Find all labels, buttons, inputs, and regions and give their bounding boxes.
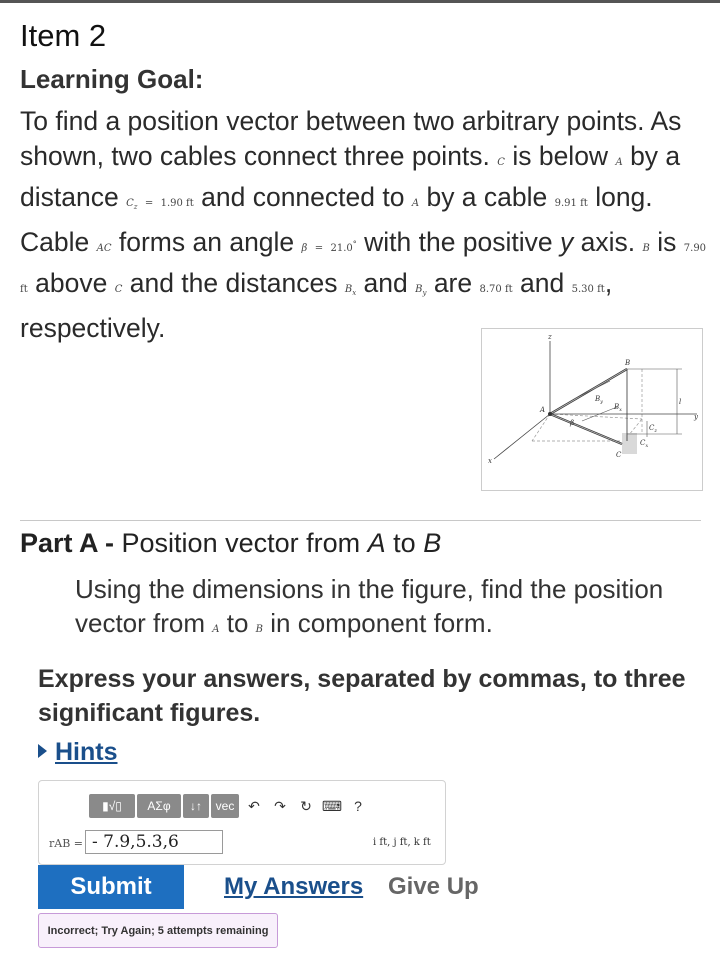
math-B: B <box>642 242 650 254</box>
math-Bx-symbol: B <box>344 284 353 295</box>
math-By <box>415 284 426 295</box>
value-beta <box>330 239 357 254</box>
text-segment: above <box>35 268 108 298</box>
desc-to: to <box>226 608 249 638</box>
value-cable-length: 9.91 ft <box>554 198 588 209</box>
answer-panel <box>38 780 446 865</box>
part-a-to: to <box>393 528 416 558</box>
math-Cz-subscript: z <box>133 203 138 211</box>
caret-right-icon <box>38 744 47 758</box>
text-segment: by a distance <box>20 140 681 212</box>
desc-math-A: A <box>212 624 220 635</box>
text-segment: , respectively. <box>20 268 613 343</box>
keyboard-icon[interactable]: ⌨ <box>321 797 343 814</box>
redo-icon[interactable]: ↷ <box>274 797 286 814</box>
label-By-symbol: B <box>595 395 601 403</box>
symbols-button[interactable]: ΑΣφ <box>137 794 181 818</box>
template-button[interactable]: ▮√▯ <box>89 794 135 818</box>
text-segment: and <box>520 268 565 298</box>
desc-text: Using the dimensions in the figure, find the position vector from <box>75 574 664 638</box>
math-beta: β <box>301 242 308 254</box>
part-a-title-text: Position vector from <box>121 528 361 558</box>
math-Cz-symbol: C <box>126 198 134 209</box>
label-beta: β <box>570 419 575 427</box>
wall-block <box>622 433 637 454</box>
desc-text-end: in component form. <box>270 608 493 638</box>
part-a-B: B <box>423 528 442 558</box>
math-y: y <box>560 226 574 257</box>
value-By: 5.30 ft <box>571 284 605 295</box>
label-Bx-symbol: B <box>614 403 620 411</box>
math-By-symbol: B <box>415 284 423 295</box>
learning-goal-heading: Learning Goal: <box>20 64 204 94</box>
degree-symbol: ° <box>352 239 357 249</box>
label-Bx <box>613 403 622 413</box>
math-A: A <box>411 198 420 209</box>
math-equals: = <box>144 198 154 209</box>
math-Bx <box>345 284 356 295</box>
value-Bx: 8.70 ft <box>479 284 513 295</box>
point-A-marker <box>548 412 552 416</box>
answer-input[interactable]: - 7.9,5.3,6 <box>85 830 223 854</box>
help-icon[interactable]: ? <box>354 798 362 814</box>
submit-button[interactable]: Submit <box>38 865 184 909</box>
feedback-message: Incorrect; Try Again; 5 attempts remaining <box>38 913 278 948</box>
cable-AC-highlight <box>550 414 622 444</box>
text-segment: As shown, two cables connect three points. <box>20 106 682 171</box>
label-x: x <box>488 457 492 465</box>
text-segment: is below <box>512 140 609 171</box>
arrows-button[interactable]: ↓↑ <box>183 794 209 818</box>
part-a-description <box>75 572 695 647</box>
hints-toggle[interactable] <box>38 738 118 767</box>
text-segment: are <box>433 268 473 298</box>
label-B: B <box>625 359 631 367</box>
label-Cz-symbol: C <box>649 424 655 432</box>
label-Cx-symbol: C <box>640 439 646 447</box>
text-segment: with the positive <box>364 226 553 257</box>
math-equals: = <box>314 242 324 254</box>
math-C: C <box>497 156 505 168</box>
label-Cz-subscript: z <box>654 428 657 434</box>
text-segment: and <box>363 268 408 298</box>
reset-icon[interactable]: ↻ <box>300 797 312 814</box>
part-a-label: Part A - <box>20 528 115 558</box>
math-By-subscript: y <box>422 289 427 297</box>
math-AC: AC <box>96 242 112 254</box>
value-beta-number: 21.0 <box>330 242 353 254</box>
label-A: A <box>540 406 546 414</box>
answer-label: rAB = <box>49 837 83 850</box>
problem-statement <box>20 104 710 345</box>
value-B-height: 7.90 ft <box>20 242 707 295</box>
undo-icon[interactable]: ↶ <box>248 797 260 814</box>
vector-button[interactable]: vec <box>211 794 239 818</box>
label-By <box>594 395 603 405</box>
label-Bx-subscript: x <box>619 407 622 413</box>
text-segment: axis. <box>580 226 636 257</box>
item-title: Item 2 <box>20 18 107 53</box>
x-axis <box>494 414 550 459</box>
my-answers-link[interactable]: My Answers <box>224 873 364 900</box>
text-segment: long. Cable <box>20 182 653 257</box>
text-segment: and the distances <box>129 268 338 298</box>
label-l: l <box>679 398 682 406</box>
label-By-subscript: y <box>600 399 603 405</box>
label-Cz <box>649 424 657 434</box>
text-segment: by a cable <box>426 182 548 212</box>
top-border <box>0 0 720 3</box>
math-toolbar <box>89 793 371 819</box>
math-A: A <box>615 156 623 168</box>
part-a-A: A <box>367 528 386 558</box>
goal-text: To find a position vector between two arbitrary points. <box>20 106 645 136</box>
math-Bx-subscript: x <box>352 289 357 297</box>
hints-label: Hints <box>55 738 118 766</box>
value-Cz: 1.90 ft <box>160 198 194 209</box>
give-up-link[interactable]: Give Up <box>388 873 479 900</box>
math-Cz <box>126 198 137 209</box>
part-a-heading <box>20 528 441 559</box>
label-C: C <box>616 451 622 459</box>
desc-math-B: B <box>255 624 264 635</box>
section-divider <box>20 520 701 521</box>
cable-diagram-figure[interactable] <box>481 328 703 491</box>
text-segment: is <box>657 226 677 257</box>
dim-By <box>574 381 610 399</box>
cable-diagram-svg <box>482 329 702 490</box>
text-segment: and connected to <box>201 182 405 212</box>
answer-units: i ft, j ft, k ft <box>373 837 431 848</box>
label-z: z <box>548 333 552 341</box>
text-segment: forms an angle <box>118 226 295 257</box>
answer-instructions: Express your answers, separated by commas, to three significant figures. <box>38 665 686 727</box>
math-C: C <box>114 284 123 295</box>
label-Cx-subscript: x <box>645 443 649 449</box>
label-y: y <box>694 413 698 421</box>
label-Cx <box>640 439 648 449</box>
